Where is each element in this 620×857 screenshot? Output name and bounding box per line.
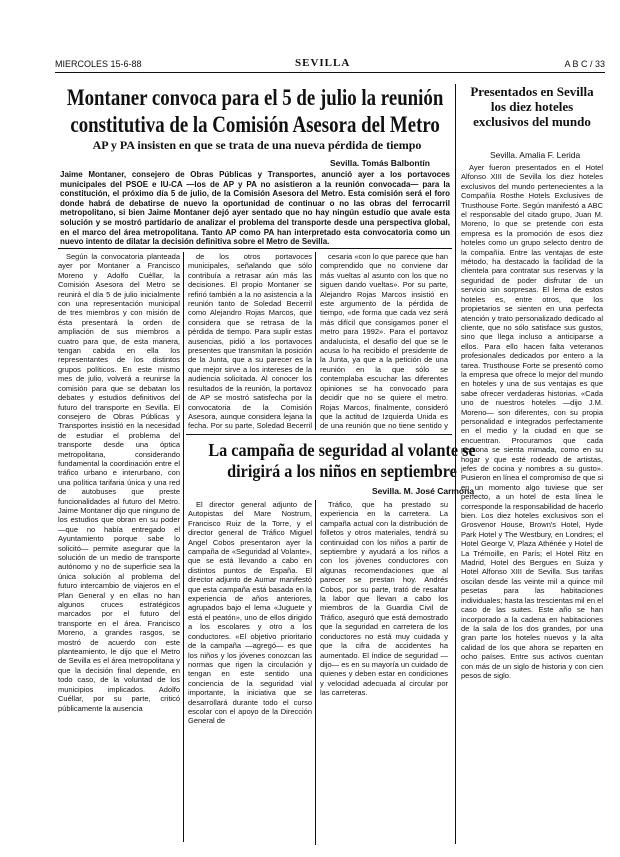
sidebar-headline: Presentados en Sevilla los diez hoteles exclusivos del mundo: [470, 84, 594, 129]
column-rule-1: [183, 252, 184, 842]
main-lead: Jaime Montaner, consejero de Obras Públicas y Transportes, anunció ayer a los portavoces municipales del PSOE e IU-CA —los de AP y PA no asistieron a la reunión convocada— para la constitución, el próximo día 5 de julio, de la Comisión Asesora del Metro. Esta comisión será el foro donde habrá de debatirse de nuevo la oportunidad de continuar o no las obras del ferrocarril metropolitano, si bien Jaime Montaner dejó ayer sentado que no hay ningún estudio que avale esta solución y se mostró partidario de analizar el problema del transporte desde una perspectiva global, en el marco del área metropolitana. Tanto AP como PA han interpretado esta convocatoria como un nuevo intento de dilatar la decisión definitiva sobre el Metro de Sevilla.: [60, 170, 450, 247]
second-column-2: [320, 500, 448, 845]
main-headline: Montaner convoca para el 5 de julio la reunión constitutiva de la Comisión Asesora del Metro: [66, 85, 444, 137]
second-story-divider: [186, 434, 452, 435]
second-column-1: [188, 500, 312, 845]
main-column-1: [58, 252, 180, 852]
column-rule-2: [315, 252, 316, 430]
page-header: [55, 58, 605, 73]
lead-divider: [58, 248, 452, 249]
second-column-2-text: Tráfico, que ha prestado su experiencia en la carretera. La campaña actual con la distribución de folletos y otros materiales, tendrá su continuidad con los niños a partir de septiembre y ayudará a los niños a con los jóvenes conductores con algunas recomendaciones que al parecer se prestan hoy. Andrés Cobos, por su parte, trató de resaltar la labor que llevan a cabo los miembros de la Guardia Civil de Tráfico, aseguró que está demostrado que la seguridad en carretera de los conductores no está muy cuidada y que la cifra de accidentes ha aumentado. El índice de seguridad —dijo— es en su mayoría un cuidado de quienes y deben estar en condiciones y velocidad adecuada al circular por las carreteras.: [320, 500, 448, 698]
page-date: MIERCOLES 15-6-88: [55, 59, 142, 69]
second-column-1-text: El director general adjunto de Autopistas del Mare Nostrum, Francisco Ruiz de la Torre, y el director general de Tráfico Miguel Angel Cobos presentaron ayer la campaña de «Seguridad al Volante», que se está llevando a cabo en distintos puntos de España. El director adjunto de Aumar manifestó que esta campaña está basada en la experiencia de años anteriores, agrupados bajo el lema «Juguete y está el peatón», uno de ellos dirigido a los escolares y otro a los conductores. «El objetivo prioritario de la campaña —agregó— es que los niños y los jóvenes conozcan las normas que rigen la circulación y tengan en este sentido una conciencia de la seguridad vial importante, la iniciativa que se desarrollará durante todo el curso escolar con el apoyo de la Dirección General de: [188, 500, 312, 726]
main-column-3-text: cesaria «con lo que parece que han comprendido que no conviene dar más vueltas al asunto con los que no siguen dando vueltas». Por su parte, Alejandro Rojas Marcos insistió en este argumento de la pérdida de tiempo, «de forma que cada vez será más difícil que consigamos poner el metro para 1992». Para el portavoz andalucista, el desafío del que se le acusa lo ha recibido el presidente de la Junta, ya que a la petición de una reunión en la que sólo se contemplaba escuchar las diferentes opiniones se ha convocado para decidir que no se quiere el metro. Rojas Marcos, finalmente, consideró que la actitud de Izquierda Unida es de una reunión que no tiene sentido y: [320, 252, 448, 430]
main-column-3: [320, 252, 448, 430]
sidebar-byline: Sevilla. Amalia F. Lerida: [490, 150, 581, 160]
second-byline: Sevilla. M. José Carmona: [372, 486, 475, 496]
sidebar-body: [461, 163, 603, 843]
second-headline: La campaña de seguridad al volante se dirigirá a los niños en septiembre: [208, 440, 476, 481]
sidebar-body-text: Ayer fueron presentados en el Hotel Alfonso XIII de Sevilla los diez hoteles exclusivos del mundo pertenecientes a la Compañía Rosthe Hotels Exclusives de Trusthouse Forte. Según manifestó a ABC el responsable del citado grupo, Juan M. Moreno, lo que se pretende con esta empresa es la promoción de esos diez hoteles como un grupo selecto dentro de la compañía. Entre las ventajas de este método, ha destacado la facilidad de la clientela para contratar sus reservas y la seguridad de poder disfrutar de un servicio sin sorpresas. El lema de estos hoteles es, entre otros, que los propietarios se sienten en una perfecta atención y trato personalizado dedicado al cliente, que no sólo satisface sus gustos, sino que llega incluso a anticiparse a ellos. Para ello hacen falta veteranos profesionales dedicados por entero a la tarea. Trusthouse Forte se presentó como la empresa que ofrece lo mejor del mundo en hoteles y una de sus ventajas es que sabe ofrecer verdaderas historias. «Cada uno de nuestros hoteles —dijo J.M. Moreno— son diferentes, con su propia personalidad e integrados perfectamente en el medio y la ciudad en que se encuentran. Procuramos que cada persona se sienta mimada, como en su hogar y que esté rodeado de artistas, jefes de cocina y nombres a su gusto». Pusieron en línea el compromiso de que si en un momento algo tuviese que ser perfecto, a un hotel de esta línea le corresponde la responsabilidad de hacerlo bien. Los diez hoteles exclusivos son el Grosvenor House, Brown's Hotel, Hyde Park Hotel y The Westbury, en Londres; el Hotel George V, Plaza Athénée y Hotel de La Trémoille, en París; el Hotel Ritz en Madrid, Hotel des Bergues en Suiza y Hotel Alfonso XIII de Sevilla. Sus tarifas oscilan desde las veinte mil a quince mil pesetas para las habitaciones individuales; hasta las trescientas mil en el caso de las suites. Este año se han incorporado a la cadena en habitaciones de la sala de los dos grandes, por una gran parte los hoteles nuevos y la alta calidad de los que ahora se reparten en ocho países. Entre sus activos cuentan con más de un siglo de historia y con cien pesos de siglo.: [461, 163, 603, 680]
main-column-1-text: Según la convocatoria planteada ayer por Montaner a Francisco Moreno y Adolfo Cuéllar, la Comisión Asesora del Metro se reunirá el día 5 de julio inicialmente con una representación municipal de tres miembros y con misión de ésta presentará la orden de ampliación de sus miembros a cuatro para que, de esta manera, tengan cabida en ella los representantes de los distintos grupos políticos. En este mismo mes de julio, volverá a reunirse la comisión para que se debatan los debates y estudios definitivos del futuro del transporte en Sevilla. El consejero de Obras Públicas y Transportes insistió en la necesidad de estudiar el problema del transporte desde una óptica metropolitana, considerando fundamental la coordinación entre el tráfico urbano e interurbano, con una política tarifaria única y una red de autobuses que preste funcionalidades al futuro del Metro. Jaime Montaner dijo que ninguno de los estudios que obran en su poder —que no había entregado el Ayuntamiento porque sabe lo solicitó— permite asegurar que la solución de un medio de transporte autónomo y no de superficie sea la única solución al problema del futuro intercambio de viajeros en el Plan General y en ellas no han algunos cruces estratégicos marcados por el futuro del transporte en el área. Francisco Moreno, a grandes rasgos, se mostró de acuerdo con este planteamiento, le dijo que el Metro de Sevilla es el área metropolitana y que la decisión final depende, en todo caso, de la voluntad de los municipios implicados. Adolfo Cuéllar, por su parte, criticó públicamente la ausencia: [58, 252, 180, 713]
main-byline: Sevilla. Tomás Balbontín: [330, 158, 430, 168]
section-name: SEVILLA: [295, 57, 351, 69]
column-rule-3: [315, 500, 316, 845]
main-column-2: [188, 252, 312, 430]
main-subheadline: AP y PA insisten en que se trata de una nueva pérdida de tiempo: [92, 138, 422, 152]
main-column-2-text: de los otros portavoces municipales, señalando que sólo contribuía a retrasar aún más las decisiones. El propio Montaner se refirió también a la no asistencia a la reunión tanto de Soledad Becerril como Alejandro Rojas Marcos, que considera que se retrasa de la pérdida de tiempo. Para suplir estas ausencias, pidió a los portavoces presentes que transmitan la posición de la Junta, que a su parecer es la que mejor sirve a los intereses de la audiencia solicitada. Al conocer los resultados de la reunión, la portavoz de AP se mostró satisfecha por la convocatoria de la Comisión Asesora, aunque considera lejana la fecha. Por su parte, Soledad Becerril: [188, 252, 312, 430]
publication-page: A B C / 33: [564, 59, 605, 69]
